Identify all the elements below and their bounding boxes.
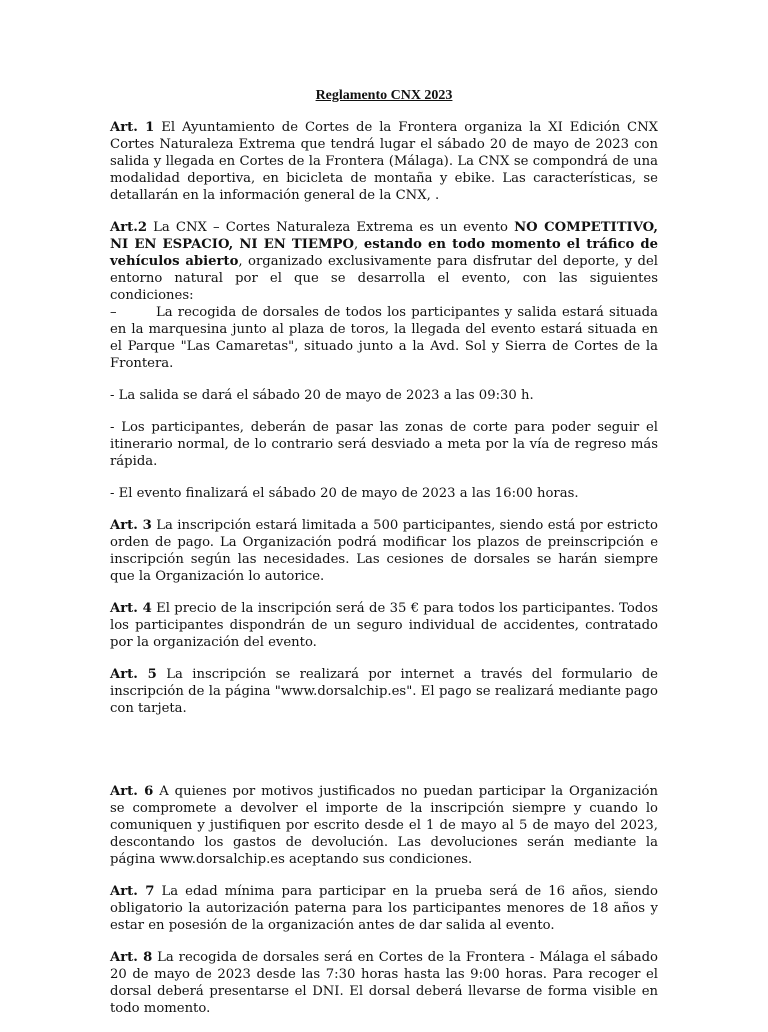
article-2-text-a: La CNX – Cortes Naturaleza Extrema es un evento (147, 220, 515, 235)
article-3 (110, 517, 658, 585)
article-7 (110, 883, 658, 934)
article-8-text: La recogida de dorsales será en Cortes de la Frontera - Málaga el sábado 20 de mayo de 2023 desde las 7:30 horas hasta las 9:00 horas. Para recoger el dorsal deberá presentarse el DNI. El dorsal deberá llevarse de forma visible en todo momento. (110, 950, 658, 1016)
article-8-label: Art. 8 (110, 950, 153, 965)
blank-gap (110, 732, 658, 783)
article-2-item-1-text: La recogida de dorsales de todos los participantes y salida estará situada en la marquesina junto al plaza de toros, la llegada del evento estará situada en el Parque "Las Camaretas", situado junto a la Avd. Sol y Sierra de Cortes de la Frontera. (110, 305, 658, 371)
article-5-text: La inscripción se realizará por internet a través del formulario de inscripción de la página "www.dorsalchip.es". El pago se realizará mediante pago con tarjeta. (110, 667, 658, 716)
article-2-bold-a: NO COMPETITIVO, NI EN ESPACIO, NI EN TIEMPO (110, 220, 658, 252)
article-2-bold-b: estando en todo momento el tráfico de vehículos abierto (110, 237, 658, 269)
document-title: Reglamento CNX 2023 (315, 88, 453, 103)
article-7-label: Art. 7 (110, 884, 155, 899)
article-2-item-2: - La salida se dará el sábado 20 de mayo de 2023 a las 09:30 h. (110, 388, 534, 403)
article-4-text: El precio de la inscripción será de 35 € para todos los participantes. Todos los participantes dispondrán de un seguro individual de accidentes, contratado por la organización del evento. (110, 601, 658, 650)
article-2 (110, 219, 658, 304)
article-3-text: La inscripción estará limitada a 500 participantes, siendo está por estricto orden de pago. La Organización podrá modificar los plazos de preinscripción e inscripción según las necesidades. Las cesiones de dorsales se harán siempre que la Organización lo autorice. (110, 518, 658, 584)
document-page (110, 87, 658, 1032)
article-8 (110, 949, 658, 1017)
article-2-text-b: , (353, 237, 364, 252)
article-3-label: Art. 3 (110, 518, 152, 533)
article-2-item-4: - El evento finalizará el sábado 20 de mayo de 2023 a las 16:00 horas. (110, 486, 579, 501)
dash-bullet: – (110, 305, 117, 320)
article-2-text-c: , organizado exclusivamente para disfrutar del deporte, y del entorno natural por el que se desarrolla el evento, con las siguientes condiciones: (110, 254, 658, 303)
article-6 (110, 783, 658, 868)
article-6-label: Art. 6 (110, 784, 154, 799)
article-5 (110, 666, 658, 717)
article-6-text: A quienes por motivos justificados no puedan participar la Organización se compromete a devolver el importe de la inscripción siempre y cuando lo comuniquen y justifiquen por escrito desde el 1 de mayo al 5 de mayo del 2023, descontando los gastos de devolución. Las devoluciones serán mediante la página www.dorsalchip.es aceptando sus condiciones. (110, 784, 658, 867)
article-1 (110, 119, 658, 204)
article-2-label: Art.2 (110, 220, 148, 235)
article-1-label: Art. 1 (110, 120, 155, 135)
article-7-text: La edad mínima para participar en la prueba será de 16 años, siendo obligatorio la autorización paterna para los participantes menores de 18 años y estar en posesión de la organización antes de dar salida al evento. (110, 884, 658, 933)
article-5-label: Art. 5 (110, 667, 157, 682)
article-1-text: El Ayuntamiento de Cortes de la Frontera organiza la XI Edición CNX Cortes Naturaleza Extrema que tendrá lugar el sábado 20 de mayo de 2023 con salida y llegada en Cortes de la Frontera (Málaga). La CNX se compondrá de una modalidad deportiva, en bicicleta de montaña y ebike. Las características, se detallarán en la información general de la CNX, . (110, 120, 658, 203)
article-2-item-3: - Los participantes, deberán de pasar las zonas de corte para poder seguir el itinerario normal, de lo contrario será desviado a meta por la vía de regreso más rápida. (110, 420, 658, 469)
article-4 (110, 600, 658, 651)
article-2-item-1 (110, 304, 658, 372)
article-4-label: Art. 4 (110, 601, 152, 616)
